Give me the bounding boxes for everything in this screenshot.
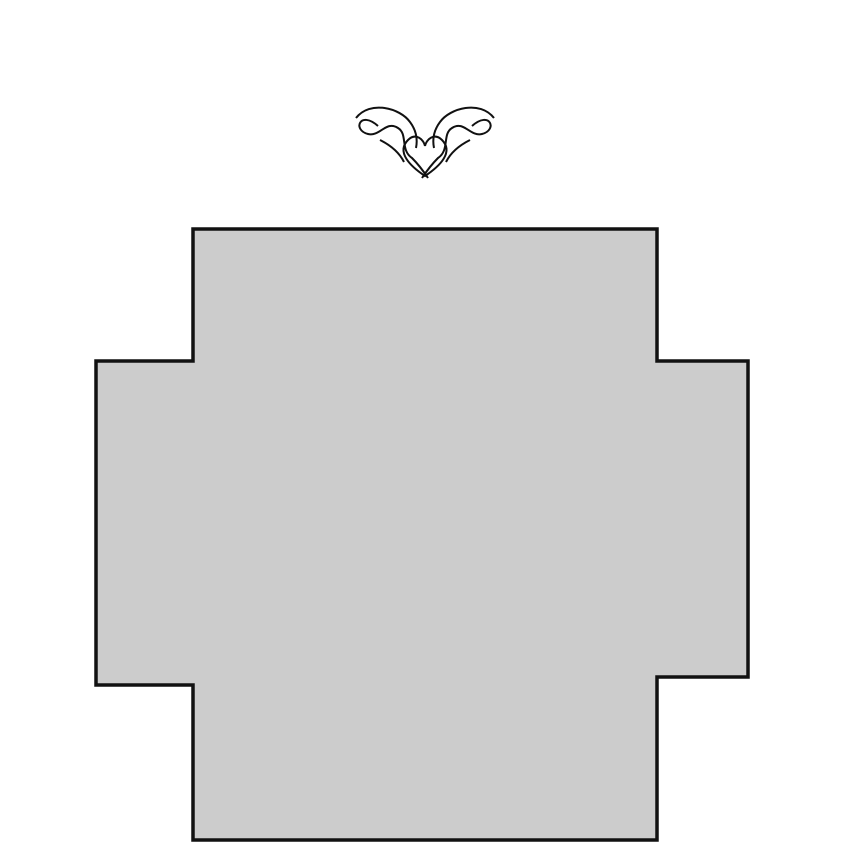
flourish-heart-ornament-icon [356, 108, 494, 178]
